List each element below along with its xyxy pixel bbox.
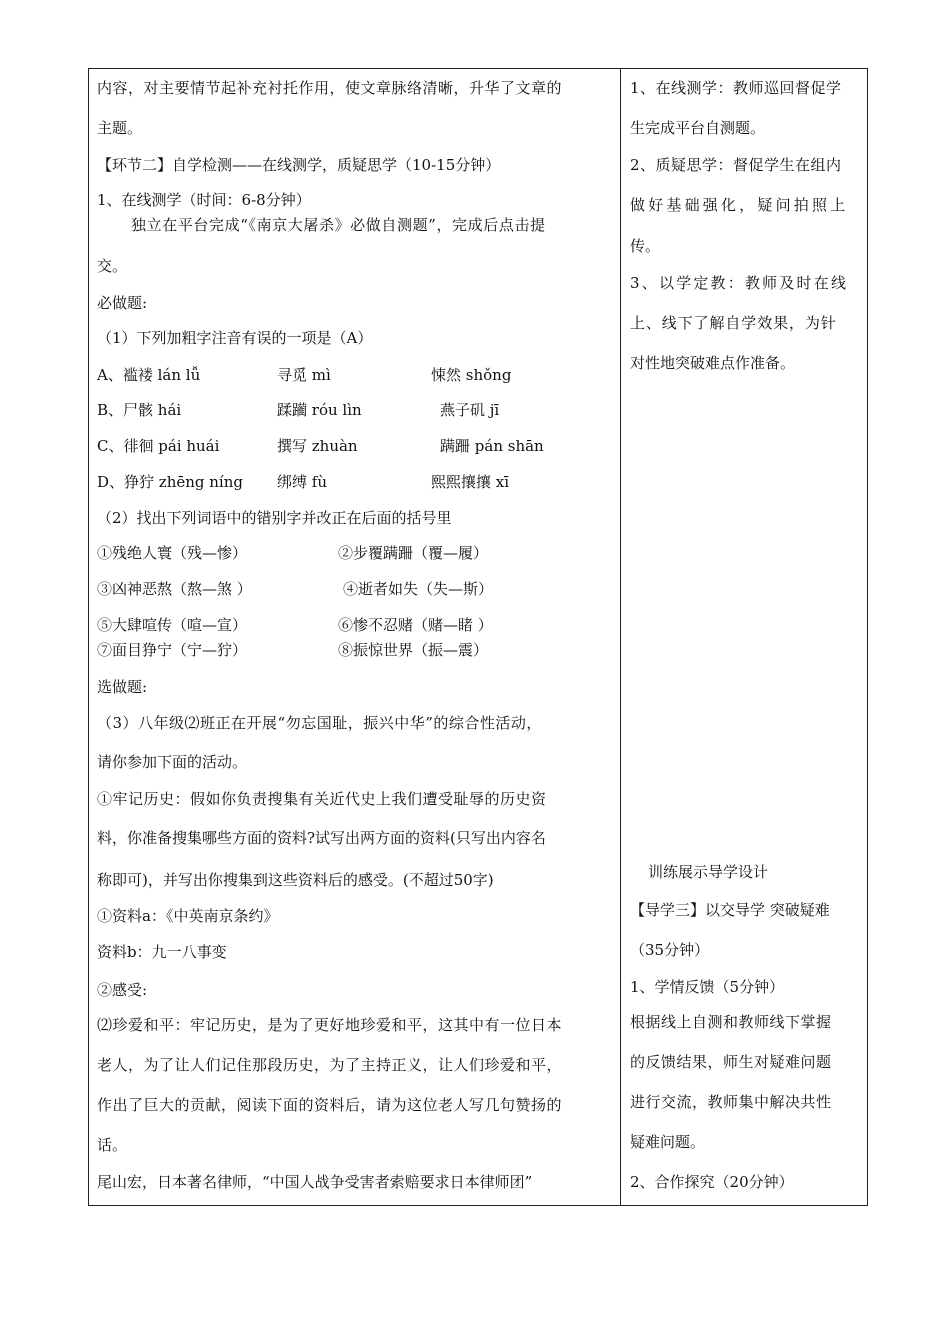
correction-item: ⑥惨不忍赌（赌—睹 ） [338, 616, 493, 634]
correction-item: ⑦面目狰宁（宁—狞） [97, 641, 248, 659]
feedback-desc: 进行交流，教师集中解决共性 [630, 1093, 832, 1111]
teacher-note: 做好基础强化，疑问拍照上 [630, 196, 849, 214]
feedback-desc: 根据线上自测和教师线下掌握 [630, 1013, 832, 1031]
lawyer-paragraph: 尾山宏，日本著名律师，“中国人战争受害者索赔要求日本律师团” [97, 1173, 533, 1191]
item-heading: 1、在线测学（时间：6-8分钟） [97, 191, 311, 209]
option-c: C、徘徊 pái huái [97, 437, 220, 455]
question-2: （2）找出下列词语中的错别字并改正在后面的括号里 [97, 509, 452, 527]
optional-label: 选做题: [97, 678, 148, 696]
option-c-word-3: 蹒跚 pán shān [440, 437, 544, 455]
paragraph-line: 内容，对主要情节起补充衬托作用，使文章脉络清晰，升华了文章的 [97, 79, 563, 97]
guide-3-heading: 【导学三】以交导学 突破疑难 [630, 901, 830, 919]
feeling-label: ②感受: [97, 981, 148, 999]
question-3-cont: 请你参加下面的活动。 [97, 753, 248, 771]
correction-item: ⑤大肆喧传（喧—宣） [97, 616, 248, 634]
option-d-word-3: 熙熙攘攘 xī [431, 473, 510, 491]
correction-item: ④逝者如失（失—斯） [343, 580, 494, 598]
step-feedback: 1、学情反馈（5分钟） [630, 978, 785, 996]
resource-b: 资料b：九一八事变 [97, 943, 227, 961]
option-c-word-2: 撰写 zhuàn [277, 437, 358, 455]
question-1: （1）下列加粗字注音有误的一项是（A） [97, 329, 373, 347]
history-task: 料，你准备搜集哪些方面的资料?试写出两方面的资料(只写出内容名 [97, 829, 546, 847]
correction-item: ②步覆蹒跚（覆—履） [338, 544, 489, 562]
teacher-note: 对性地突破难点作准备。 [630, 354, 796, 372]
design-title: 训练展示导学设计 [648, 863, 769, 881]
section-heading: 【环节二】自学检测——在线测学，质疑思学（10-15分钟） [97, 156, 501, 174]
history-task: ①牢记历史：假如你负责搜集有关近代史上我们遭受耻辱的历史资 [97, 790, 547, 808]
paragraph-line: 交。 [97, 257, 128, 275]
content-table [88, 68, 868, 1206]
question-3: （3）八年级⑵班正在开展“勿忘国耻，振兴中华”的综合性活动， [97, 714, 542, 732]
teacher-note: 3、以学定教：教师及时在线 [630, 274, 849, 292]
teacher-note: 生完成平台自测题。 [630, 119, 766, 137]
step-cooperation: 2、合作探究（20分钟） [630, 1173, 794, 1191]
correction-item: ⑧振惊世界（振—震） [338, 641, 489, 659]
peace-paragraph: 老人，为了让人们记住那段历史，为了主持正义，让人们珍爱和平， [97, 1056, 563, 1074]
teacher-note: 上、线下了解自学效果，为针 [630, 314, 837, 332]
option-d: D、狰狞 zhēng níng [97, 473, 243, 491]
option-b-word-2: 蹂躏 róu lìn [277, 401, 362, 419]
feedback-desc: 的反馈结果，师生对疑难问题 [630, 1053, 832, 1071]
option-a-word-3: 悚然 shǒng [431, 366, 512, 384]
correction-item: ③凶神恶熬（熬—煞 ） [97, 580, 252, 598]
resource-a: ①资料a：《中英南京条约》 [97, 907, 279, 925]
peace-paragraph: 作出了巨大的贡献，阅读下面的资料后，请为这位老人写几句赞扬的 [97, 1096, 563, 1114]
option-a-word-2: 寻觅 mì [277, 366, 331, 384]
teacher-note: 2、质疑思学：督促学生在组内 [630, 156, 842, 174]
history-task: 称即可)，并写出你搜集到这些资料后的感受。(不超过50字) [97, 871, 494, 889]
feedback-desc: 疑难问题。 [630, 1133, 706, 1151]
teacher-note: 1、在线测学：教师巡回督促学 [630, 79, 842, 97]
correction-item: ①残绝人寰（残—惨） [97, 544, 248, 562]
column-divider [620, 68, 621, 1206]
guide-3-time: （35分钟） [630, 941, 710, 959]
paragraph-line: 主题。 [97, 119, 143, 137]
required-label: 必做题: [97, 294, 148, 312]
option-d-word-2: 绑缚 fù [277, 473, 327, 491]
paragraph-line: 独立在平台完成“《南京大屠杀》必做自测题”，完成后点击提 [131, 216, 546, 234]
option-b: B、尸骸 hái [97, 401, 182, 419]
option-a: A、褴褛 lán lǚ [97, 366, 201, 384]
teacher-note: 传。 [630, 237, 661, 255]
peace-paragraph: 话。 [97, 1136, 128, 1154]
peace-paragraph: ⑵珍爱和平：牢记历史，是为了更好地珍爱和平，这其中有一位日本 [97, 1016, 563, 1034]
option-b-word-3: 燕子矶 jī [440, 401, 500, 419]
